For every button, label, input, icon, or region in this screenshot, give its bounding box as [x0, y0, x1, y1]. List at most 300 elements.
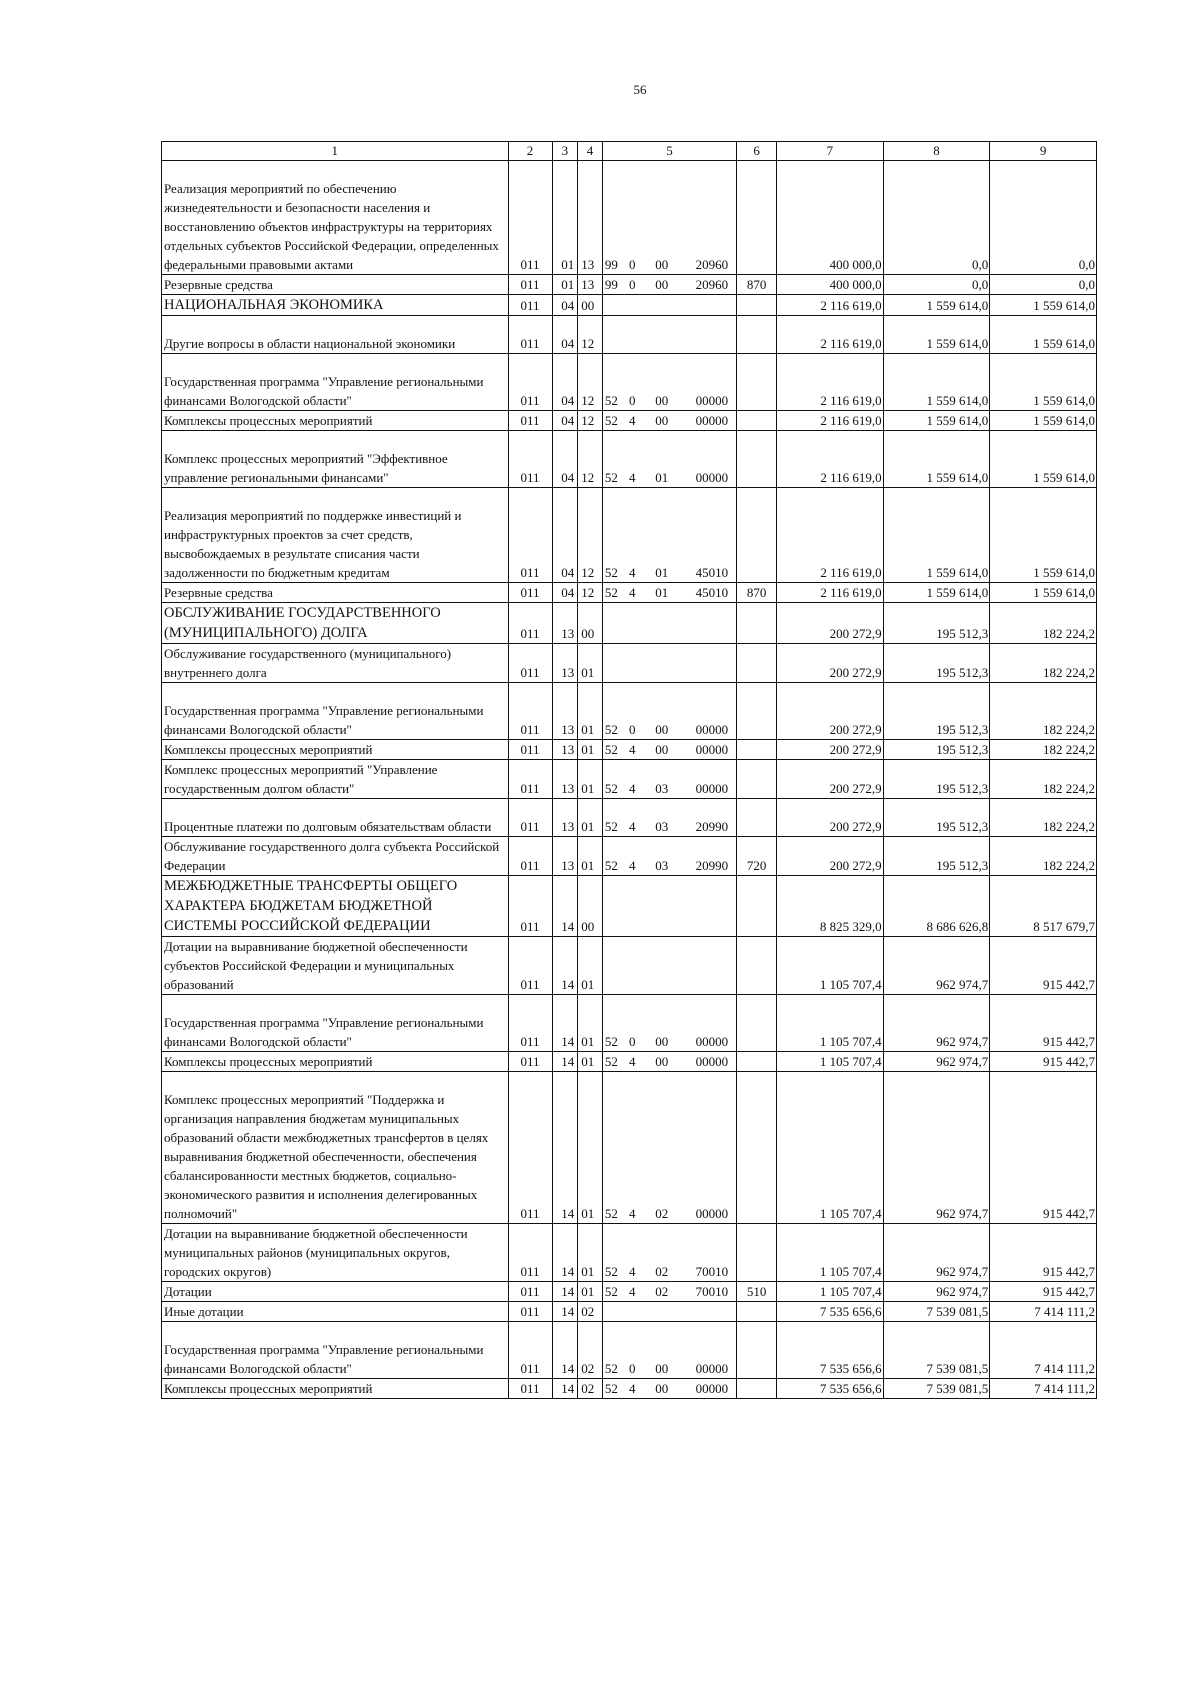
code-col-2: 011	[508, 937, 552, 995]
code-col-3: 13	[552, 837, 578, 876]
code-col-5-subprogram: 0	[629, 275, 646, 295]
code-col-5-program	[602, 295, 629, 316]
table-row	[162, 488, 1097, 583]
code-col-6	[737, 411, 777, 431]
code-col-5-direction	[677, 644, 736, 683]
amount-col-7: 2 116 619,0	[777, 488, 884, 583]
code-col-5-subprogram	[629, 316, 646, 354]
code-col-5-subprogram: 0	[629, 683, 646, 740]
code-col-6	[737, 760, 777, 799]
code-col-3: 04	[552, 411, 578, 431]
row-name: Комплекс процессных мероприятий "Поддержка и организация направления бюджетам муниципальных образований области межбюджетных трансфертов в целях выравнивания бюджетной обеспеченности, обеспечения сбалансированности местных бюджетов, социально-экономического развития и исполнения делегированных полномочий"	[162, 1072, 509, 1224]
amount-col-9: 1 559 614,0	[990, 583, 1097, 603]
code-col-5-direction	[677, 876, 736, 937]
code-col-4: 01	[578, 995, 603, 1052]
header-col-6: 6	[737, 142, 777, 161]
code-col-4: 01	[578, 1224, 603, 1282]
amount-col-8: 7 539 081,5	[883, 1322, 990, 1379]
header-col-2: 2	[508, 142, 552, 161]
code-col-6	[737, 876, 777, 937]
code-col-5-block: 00	[646, 1379, 677, 1399]
code-col-4: 13	[578, 161, 603, 275]
code-col-5-program: 52	[602, 411, 629, 431]
code-col-3: 14	[552, 995, 578, 1052]
code-col-5-program	[602, 876, 629, 937]
amount-col-7: 1 105 707,4	[777, 937, 884, 995]
code-col-5-subprogram	[629, 876, 646, 937]
code-col-4: 01	[578, 837, 603, 876]
code-col-2: 011	[508, 161, 552, 275]
amount-col-8: 195 512,3	[883, 603, 990, 644]
code-col-4: 01	[578, 644, 603, 683]
amount-col-7: 2 116 619,0	[777, 411, 884, 431]
code-col-5-direction: 00000	[677, 683, 736, 740]
code-col-3: 01	[552, 275, 578, 295]
amount-col-8: 962 974,7	[883, 937, 990, 995]
code-col-4: 13	[578, 275, 603, 295]
amount-col-9: 0,0	[990, 275, 1097, 295]
code-col-5-block	[646, 295, 677, 316]
amount-col-8: 195 512,3	[883, 837, 990, 876]
code-col-5-block: 00	[646, 995, 677, 1052]
code-col-3: 04	[552, 488, 578, 583]
code-col-2: 011	[508, 740, 552, 760]
code-col-6	[737, 644, 777, 683]
code-col-4: 12	[578, 583, 603, 603]
row-name: Дотации на выравнивание бюджетной обеспеченности субъектов Российской Федерации и муниципальных образований	[162, 937, 509, 995]
table-row	[162, 1302, 1097, 1322]
amount-col-9: 915 442,7	[990, 1224, 1097, 1282]
table-row	[162, 1322, 1097, 1379]
code-col-5-direction: 70010	[677, 1282, 736, 1302]
table-row	[162, 995, 1097, 1052]
code-col-5-subprogram: 4	[629, 1379, 646, 1399]
code-col-5-block: 03	[646, 837, 677, 876]
code-col-3: 04	[552, 354, 578, 411]
code-col-5-block: 01	[646, 431, 677, 488]
code-col-2: 011	[508, 411, 552, 431]
code-col-5-subprogram: 0	[629, 995, 646, 1052]
code-col-5-block: 03	[646, 760, 677, 799]
amount-col-7: 1 105 707,4	[777, 1052, 884, 1072]
code-col-3: 14	[552, 1379, 578, 1399]
amount-col-9: 182 224,2	[990, 683, 1097, 740]
amount-col-9: 182 224,2	[990, 837, 1097, 876]
code-col-5-program: 52	[602, 1282, 629, 1302]
table-row	[162, 431, 1097, 488]
code-col-2: 011	[508, 683, 552, 740]
table-row	[162, 740, 1097, 760]
row-name: Комплексы процессных мероприятий	[162, 740, 509, 760]
code-col-3: 13	[552, 603, 578, 644]
amount-col-8: 962 974,7	[883, 1282, 990, 1302]
code-col-6	[737, 431, 777, 488]
code-col-4: 12	[578, 354, 603, 411]
code-col-5-program: 52	[602, 431, 629, 488]
code-col-5-direction: 20960	[677, 275, 736, 295]
amount-col-8: 1 559 614,0	[883, 431, 990, 488]
code-col-6	[737, 295, 777, 316]
code-col-3: 04	[552, 583, 578, 603]
code-col-4: 00	[578, 295, 603, 316]
row-name: Государственная программа "Управление региональными финансами Вологодской области"	[162, 995, 509, 1052]
code-col-5-subprogram: 0	[629, 1322, 646, 1379]
code-col-6	[737, 1379, 777, 1399]
table-row	[162, 683, 1097, 740]
code-col-2: 011	[508, 1072, 552, 1224]
amount-col-7: 2 116 619,0	[777, 431, 884, 488]
amount-col-7: 400 000,0	[777, 275, 884, 295]
code-col-2: 011	[508, 995, 552, 1052]
row-name: Комплекс процессных мероприятий "Эффективное управление региональными финансами"	[162, 431, 509, 488]
code-col-2: 011	[508, 1282, 552, 1302]
code-col-4: 12	[578, 488, 603, 583]
code-col-2: 011	[508, 799, 552, 837]
code-col-5-program	[602, 1302, 629, 1322]
code-col-5-subprogram: 4	[629, 760, 646, 799]
amount-col-9: 915 442,7	[990, 995, 1097, 1052]
code-col-5-program: 99	[602, 161, 629, 275]
code-col-5-direction	[677, 1302, 736, 1322]
header-col-5: 5	[602, 142, 736, 161]
code-col-5-subprogram: 4	[629, 1224, 646, 1282]
amount-col-9: 1 559 614,0	[990, 411, 1097, 431]
code-col-6	[737, 161, 777, 275]
header-col-3: 3	[552, 142, 578, 161]
code-col-5-program: 52	[602, 799, 629, 837]
amount-col-8: 1 559 614,0	[883, 316, 990, 354]
code-col-5-subprogram	[629, 937, 646, 995]
code-col-2: 011	[508, 583, 552, 603]
code-col-4: 01	[578, 1282, 603, 1302]
amount-col-9: 1 559 614,0	[990, 354, 1097, 411]
code-col-2: 011	[508, 1052, 552, 1072]
code-col-3: 14	[552, 1224, 578, 1282]
table-row	[162, 1224, 1097, 1282]
amount-col-7: 7 535 656,6	[777, 1322, 884, 1379]
budget-table	[161, 141, 1097, 1399]
code-col-5-block: 02	[646, 1224, 677, 1282]
code-col-6: 510	[737, 1282, 777, 1302]
amount-col-9: 7 414 111,2	[990, 1302, 1097, 1322]
table-row	[162, 411, 1097, 431]
row-name: Комплексы процессных мероприятий	[162, 1379, 509, 1399]
code-col-3: 13	[552, 799, 578, 837]
amount-col-8: 962 974,7	[883, 1052, 990, 1072]
code-col-4: 02	[578, 1322, 603, 1379]
row-name: Реализация мероприятий по поддержке инвестиций и инфраструктурных проектов за счет средств, высвобождаемых в результате списания части задолженности по бюджетным кредитам	[162, 488, 509, 583]
amount-col-7: 200 272,9	[777, 683, 884, 740]
code-col-2: 011	[508, 876, 552, 937]
amount-col-8: 7 539 081,5	[883, 1302, 990, 1322]
amount-col-8: 7 539 081,5	[883, 1379, 990, 1399]
table-row	[162, 937, 1097, 995]
code-col-5-program: 52	[602, 995, 629, 1052]
amount-col-7: 1 105 707,4	[777, 1072, 884, 1224]
amount-col-9: 7 414 111,2	[990, 1379, 1097, 1399]
code-col-5-subprogram	[629, 295, 646, 316]
amount-col-8: 962 974,7	[883, 1072, 990, 1224]
code-col-5-block	[646, 937, 677, 995]
code-col-5-block: 02	[646, 1282, 677, 1302]
code-col-5-direction: 00000	[677, 1052, 736, 1072]
amount-col-8: 1 559 614,0	[883, 583, 990, 603]
row-name: Иные дотации	[162, 1302, 509, 1322]
amount-col-7: 2 116 619,0	[777, 583, 884, 603]
code-col-3: 13	[552, 760, 578, 799]
code-col-4: 02	[578, 1379, 603, 1399]
code-col-5-program	[602, 937, 629, 995]
code-col-2: 011	[508, 1224, 552, 1282]
code-col-3: 13	[552, 683, 578, 740]
code-col-5-program: 52	[602, 683, 629, 740]
code-col-5-subprogram: 4	[629, 1072, 646, 1224]
code-col-4: 01	[578, 937, 603, 995]
code-col-5-block: 00	[646, 1052, 677, 1072]
code-col-2: 011	[508, 354, 552, 411]
code-col-2: 011	[508, 275, 552, 295]
code-col-5-program: 52	[602, 760, 629, 799]
code-col-5-subprogram: 4	[629, 411, 646, 431]
code-col-6	[737, 799, 777, 837]
code-col-6	[737, 603, 777, 644]
table-row	[162, 760, 1097, 799]
code-col-5-program: 52	[602, 1224, 629, 1282]
amount-col-9: 182 224,2	[990, 644, 1097, 683]
code-col-5-subprogram	[629, 644, 646, 683]
amount-col-9: 182 224,2	[990, 760, 1097, 799]
code-col-5-program	[602, 603, 629, 644]
amount-col-8: 195 512,3	[883, 799, 990, 837]
row-name: Резервные средства	[162, 275, 509, 295]
code-col-5-direction: 45010	[677, 488, 736, 583]
code-col-5-direction	[677, 603, 736, 644]
code-col-4: 01	[578, 760, 603, 799]
table-row	[162, 799, 1097, 837]
code-col-6: 870	[737, 275, 777, 295]
code-col-5-subprogram: 4	[629, 837, 646, 876]
row-name: Реализация мероприятий по обеспечению жизнедеятельности и безопасности населения и восстановлению объектов инфраструктуры на территориях отдельных субъектов Российской Федерации, определенных федеральными правовыми актами	[162, 161, 509, 275]
code-col-6	[737, 354, 777, 411]
table-row	[162, 603, 1097, 644]
amount-col-7: 1 105 707,4	[777, 1224, 884, 1282]
code-col-5-direction: 00000	[677, 995, 736, 1052]
code-col-2: 011	[508, 837, 552, 876]
table-row	[162, 876, 1097, 937]
amount-col-7: 200 272,9	[777, 760, 884, 799]
code-col-5-direction: 20960	[677, 161, 736, 275]
code-col-3: 04	[552, 431, 578, 488]
amount-col-9: 915 442,7	[990, 937, 1097, 995]
code-col-3: 14	[552, 1282, 578, 1302]
code-col-3: 14	[552, 1052, 578, 1072]
amount-col-7: 200 272,9	[777, 740, 884, 760]
code-col-2: 011	[508, 603, 552, 644]
amount-col-7: 200 272,9	[777, 837, 884, 876]
header-row	[162, 142, 1097, 161]
code-col-5-program	[602, 644, 629, 683]
code-col-5-subprogram	[629, 603, 646, 644]
row-name: ОБСЛУЖИВАНИЕ ГОСУДАРСТВЕННОГО (МУНИЦИПАЛЬНОГО) ДОЛГА	[162, 603, 509, 644]
code-col-5-subprogram	[629, 1302, 646, 1322]
amount-col-9: 182 224,2	[990, 603, 1097, 644]
code-col-5-program	[602, 316, 629, 354]
row-name: Государственная программа "Управление региональными финансами Вологодской области"	[162, 354, 509, 411]
code-col-5-program: 52	[602, 740, 629, 760]
code-col-5-direction	[677, 316, 736, 354]
table-row	[162, 583, 1097, 603]
code-col-3: 14	[552, 876, 578, 937]
table-row	[162, 1052, 1097, 1072]
code-col-2: 011	[508, 295, 552, 316]
amount-col-7: 2 116 619,0	[777, 295, 884, 316]
amount-col-7: 2 116 619,0	[777, 316, 884, 354]
code-col-5-program: 52	[602, 1379, 629, 1399]
code-col-5-direction: 00000	[677, 1072, 736, 1224]
amount-col-7: 200 272,9	[777, 603, 884, 644]
amount-col-8: 195 512,3	[883, 644, 990, 683]
amount-col-8: 195 512,3	[883, 760, 990, 799]
amount-col-9: 1 559 614,0	[990, 431, 1097, 488]
code-col-2: 011	[508, 760, 552, 799]
amount-col-7: 200 272,9	[777, 799, 884, 837]
code-col-5-subprogram: 4	[629, 583, 646, 603]
code-col-6: 870	[737, 583, 777, 603]
code-col-2: 011	[508, 431, 552, 488]
code-col-5-subprogram: 4	[629, 488, 646, 583]
amount-col-8: 1 559 614,0	[883, 354, 990, 411]
amount-col-8: 962 974,7	[883, 1224, 990, 1282]
code-col-6	[737, 316, 777, 354]
code-col-3: 13	[552, 740, 578, 760]
code-col-5-subprogram: 4	[629, 799, 646, 837]
code-col-5-direction: 00000	[677, 354, 736, 411]
code-col-5-direction: 70010	[677, 1224, 736, 1282]
code-col-5-block: 00	[646, 683, 677, 740]
code-col-5-direction: 20990	[677, 837, 736, 876]
header-col-4: 4	[578, 142, 603, 161]
table-row	[162, 644, 1097, 683]
code-col-6: 720	[737, 837, 777, 876]
code-col-3: 01	[552, 161, 578, 275]
code-col-5-subprogram: 0	[629, 354, 646, 411]
code-col-6	[737, 1322, 777, 1379]
code-col-4: 01	[578, 740, 603, 760]
code-col-4: 01	[578, 1072, 603, 1224]
row-name: Резервные средства	[162, 583, 509, 603]
amount-col-9: 182 224,2	[990, 799, 1097, 837]
code-col-6	[737, 1224, 777, 1282]
code-col-5-block	[646, 644, 677, 683]
amount-col-7: 7 535 656,6	[777, 1302, 884, 1322]
row-name: Другие вопросы в области национальной экономики	[162, 316, 509, 354]
code-col-5-block	[646, 1302, 677, 1322]
code-col-5-block: 01	[646, 488, 677, 583]
code-col-6	[737, 1052, 777, 1072]
row-name: Дотации	[162, 1282, 509, 1302]
header-col-1: 1	[162, 142, 509, 161]
row-name: Обслуживание государственного долга субъекта Российской Федерации	[162, 837, 509, 876]
amount-col-8: 0,0	[883, 161, 990, 275]
code-col-5-block	[646, 876, 677, 937]
table-row	[162, 316, 1097, 354]
amount-col-8: 0,0	[883, 275, 990, 295]
row-name: Государственная программа "Управление региональными финансами Вологодской области"	[162, 683, 509, 740]
code-col-2: 011	[508, 1379, 552, 1399]
code-col-5-program: 52	[602, 837, 629, 876]
code-col-5-program: 52	[602, 1072, 629, 1224]
code-col-5-block	[646, 316, 677, 354]
code-col-3: 14	[552, 937, 578, 995]
amount-col-8: 962 974,7	[883, 995, 990, 1052]
amount-col-9: 1 559 614,0	[990, 295, 1097, 316]
amount-col-9: 0,0	[990, 161, 1097, 275]
code-col-4: 12	[578, 411, 603, 431]
code-col-3: 14	[552, 1322, 578, 1379]
code-col-2: 011	[508, 488, 552, 583]
code-col-4: 12	[578, 316, 603, 354]
code-col-5-direction: 00000	[677, 1379, 736, 1399]
code-col-5-subprogram: 4	[629, 1052, 646, 1072]
table-row	[162, 837, 1097, 876]
amount-col-9: 1 559 614,0	[990, 316, 1097, 354]
amount-col-9: 915 442,7	[990, 1072, 1097, 1224]
header-col-7: 7	[777, 142, 884, 161]
code-col-5-block: 00	[646, 1322, 677, 1379]
code-col-5-block: 01	[646, 583, 677, 603]
header-col-8: 8	[883, 142, 990, 161]
table-row	[162, 354, 1097, 411]
code-col-6	[737, 488, 777, 583]
code-col-5-subprogram: 4	[629, 431, 646, 488]
code-col-5-block: 00	[646, 740, 677, 760]
code-col-5-subprogram: 4	[629, 740, 646, 760]
amount-col-8: 1 559 614,0	[883, 488, 990, 583]
code-col-3: 14	[552, 1302, 578, 1322]
table-header	[162, 142, 1097, 161]
code-col-5-direction	[677, 937, 736, 995]
row-name: НАЦИОНАЛЬНАЯ ЭКОНОМИКА	[162, 295, 509, 316]
amount-col-9: 915 442,7	[990, 1282, 1097, 1302]
code-col-6	[737, 683, 777, 740]
code-col-5-program: 52	[602, 1052, 629, 1072]
amount-col-7: 200 272,9	[777, 644, 884, 683]
amount-col-9: 182 224,2	[990, 740, 1097, 760]
amount-col-7: 400 000,0	[777, 161, 884, 275]
code-col-5-direction: 00000	[677, 740, 736, 760]
amount-col-9: 8 517 679,7	[990, 876, 1097, 937]
code-col-2: 011	[508, 316, 552, 354]
amount-col-7: 1 105 707,4	[777, 1282, 884, 1302]
code-col-5-subprogram: 0	[629, 161, 646, 275]
code-col-5-block: 02	[646, 1072, 677, 1224]
code-col-5-direction: 00000	[677, 1322, 736, 1379]
code-col-4: 02	[578, 1302, 603, 1322]
code-col-5-subprogram: 4	[629, 1282, 646, 1302]
code-col-5-direction: 45010	[677, 583, 736, 603]
code-col-5-direction: 20990	[677, 799, 736, 837]
code-col-2: 011	[508, 1302, 552, 1322]
code-col-4: 12	[578, 431, 603, 488]
amount-col-8: 1 559 614,0	[883, 295, 990, 316]
code-col-5-program: 52	[602, 488, 629, 583]
code-col-6	[737, 937, 777, 995]
code-col-5-direction: 00000	[677, 760, 736, 799]
code-col-2: 011	[508, 1322, 552, 1379]
row-name: Государственная программа "Управление региональными финансами Вологодской области"	[162, 1322, 509, 1379]
row-name: Процентные платежи по долговым обязательствам области	[162, 799, 509, 837]
code-col-3: 14	[552, 1072, 578, 1224]
